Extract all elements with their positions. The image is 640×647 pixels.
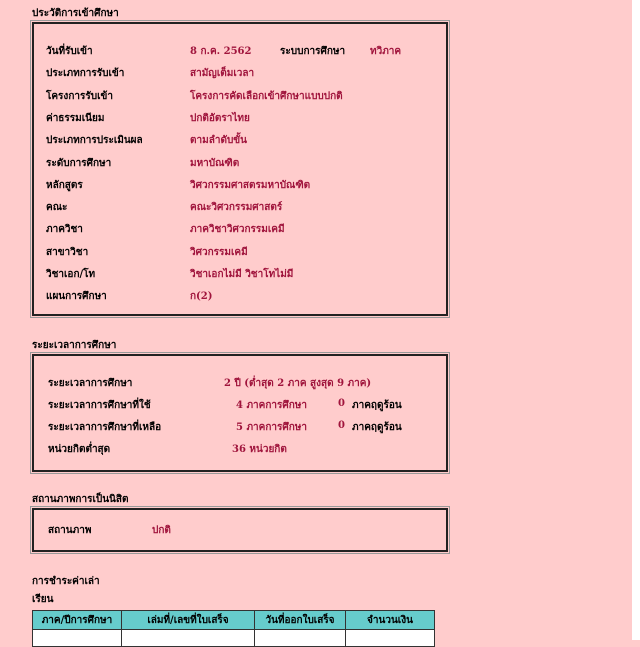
history-row-value: สามัญเต็มเวลา: [190, 68, 255, 80]
column-header-term: ภาค/ปีการศึกษา: [33, 611, 122, 630]
min-credits-label: หน่วยกิตต่ำสุด: [48, 444, 111, 455]
history-row-value: ปกติอัตราไทย: [190, 112, 250, 124]
history-row-value: ภาควิชาวิศวกรรมเคมี: [190, 224, 285, 236]
table-cell: [33, 630, 122, 647]
history-row-label: แผนการศึกษา: [46, 291, 107, 303]
payment-table-header-row: [33, 611, 435, 630]
right-edge-strip: [632, 0, 640, 640]
table-cell: [346, 630, 435, 647]
history-row-label: ภาควิชา: [46, 224, 83, 236]
remaining-summer-label: ภาคฤดูร้อน: [352, 422, 402, 433]
history-row-value: วิศวกรรมศาสตรมหาบัณฑิต: [190, 179, 311, 191]
history-row-value: คณะวิศวกรรมศาสตร์: [190, 202, 283, 214]
history-row-value: ก(2): [190, 291, 213, 303]
used-duration-label: ระยะเวลาการศึกษาที่ใช้: [48, 400, 151, 411]
duration-value: 2 ปี (ต่ำสุด 2 ภาค สูงสุด 9 ภาค): [224, 378, 372, 389]
history-row-label: ค่าธรรมเนียม: [46, 112, 105, 124]
column-header-receipt-number: เล่มที่/เลขที่ใบเสร็จ: [122, 611, 255, 630]
min-credits-value: 36 หน่วยกิต: [232, 444, 287, 455]
history-row-label: ประเภทการรับเข้า: [46, 68, 125, 80]
remaining-duration-value: 5 ภาคการศึกษา: [236, 422, 307, 433]
study-system-value: ทวิภาค: [370, 46, 402, 57]
study-system-label: ระบบการศึกษา: [280, 46, 346, 57]
history-row-label: ระดับการศึกษา: [46, 157, 112, 169]
table-cell: [255, 630, 346, 647]
remaining-duration-label: ระยะเวลาการศึกษาที่เหลือ: [48, 422, 162, 433]
duration-label: ระยะเวลาการศึกษา: [48, 378, 133, 389]
status-panel: [32, 508, 448, 552]
history-row-label: ประเภทการประเมินผล: [46, 135, 143, 147]
used-duration-value: 4 ภาคการศึกษา: [236, 400, 307, 411]
history-row-value: วิศวกรรมเคมี: [190, 246, 248, 258]
history-row-label: วิชาเอก/โท: [46, 269, 96, 280]
history-row-value: วิชาเอกไม่มี วิชาโทไม่มี: [190, 269, 294, 280]
used-summer-label: ภาคฤดูร้อน: [352, 400, 402, 411]
history-panel: [32, 22, 448, 316]
history-row-label: โครงการรับเข้า: [46, 90, 113, 102]
history-row-value: 8 ก.ค. 2562: [190, 46, 252, 57]
remaining-summer-value: 0: [338, 420, 345, 431]
history-row-label: วันที่รับเข้า: [46, 46, 93, 57]
history-row-label: คณะ: [46, 202, 68, 214]
table-cell: [122, 630, 255, 647]
history-row-value: มหาบัณฑิต: [190, 157, 240, 169]
payment-subtitle: เรียน: [32, 594, 54, 605]
status-label: สถานภาพ: [48, 525, 92, 536]
history-section-title: ประวัติการเข้าศึกษา: [32, 8, 119, 19]
table-row: [33, 630, 435, 647]
history-row-label: หลักสูตร: [46, 179, 83, 191]
status-section-title: สถานภาพการเป็นนิสิต: [32, 494, 129, 505]
column-header-amount: จำนวนเงิน: [346, 611, 435, 630]
status-value: ปกติ: [152, 525, 171, 536]
duration-section-title: ระยะเวลาการศึกษา: [32, 340, 117, 351]
history-row-value: ตามลำดับขั้น: [190, 135, 247, 147]
history-row-label: สาขาวิชา: [46, 246, 89, 258]
payment-table: [32, 610, 435, 647]
duration-panel: [32, 354, 448, 472]
column-header-receipt-date: วันที่ออกใบเสร็จ: [255, 611, 346, 630]
payment-section-title: การชำระค่าเล่า: [32, 576, 100, 587]
used-summer-value: 0: [338, 398, 345, 409]
history-row-value: โครงการคัดเลือกเข้าศึกษาแบบปกติ: [190, 90, 343, 102]
